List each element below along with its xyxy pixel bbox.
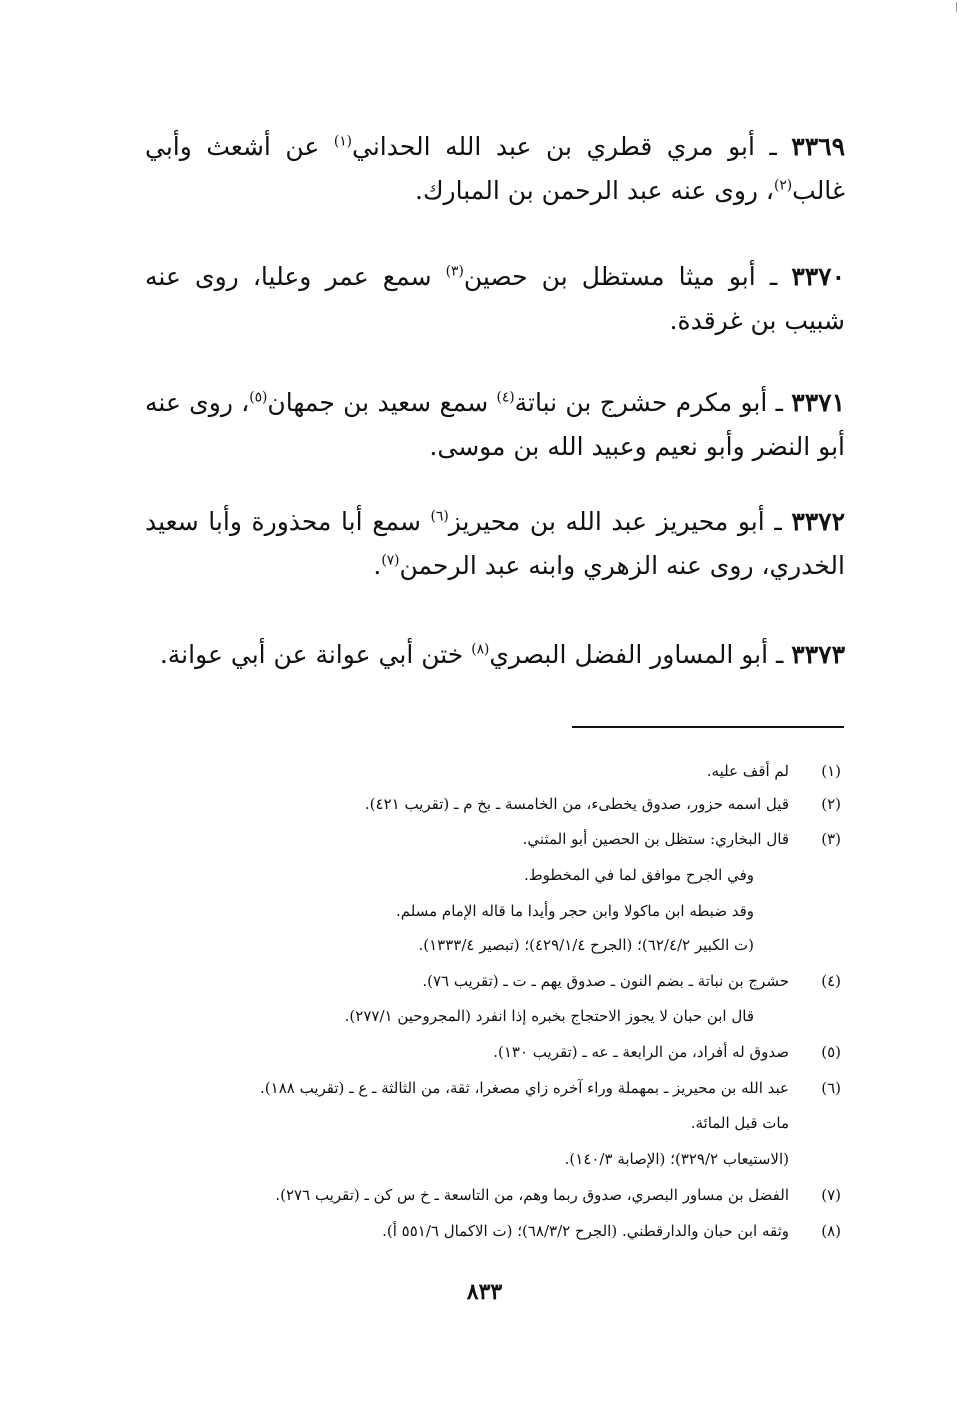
- entry-text: أبو مكرم حشرج بن نباتة$^{(٤)}$ سمع سعيد بن جمهان$^{(٥)}$، روى عنه أبو النضر وأبو نعيم وعبيد الله بن موسى.: [145, 388, 845, 461]
- footnote-marker-1: (١): [821, 762, 841, 780]
- entry-number: ٣٣٧١: [791, 388, 846, 417]
- entry-text: أبو مري قطري بن عبد الله الحداني$^{(١)}$ عن أشعث وأبي غالب$^{(٢)}$، روى عنه عبد الرحمن بن المبارك.: [145, 132, 845, 205]
- footnote-7: الفضل بن مساور البصري، صدوق ربما وهم، من التاسعة ـ خ س كن ـ (تقريب ٢٧٦).: [275, 1186, 789, 1204]
- scan-edge-mark: [956, 2, 961, 12]
- footnote-marker-5: (٥): [821, 1043, 841, 1061]
- footnote-marker-6: (٦): [821, 1079, 841, 1097]
- footnote-6-line-2: مات قبل المائة.: [690, 1114, 789, 1132]
- entry-number: ٣٣٧٣: [791, 640, 845, 669]
- entry-3370: ٣٣٧٠ ـ أبو ميثا مستظل بن حصين$^{(٣)}$ سمع عمر وعليا، روى عنه شبيب بن غرقدة.: [145, 262, 846, 335]
- footnote-marker-4: (٤): [821, 972, 841, 990]
- footnote-1: لم أقف عليه.: [706, 762, 789, 780]
- entry-3372: ٣٣٧٢ ـ أبو محيريز عبد الله بن محيريز$^{(٦)}$ سمع أبا محذورة وأبا سعيد الخدري، روى عنه الزهري وابنه عبد الرحمن$^{(٧)}$.: [145, 507, 846, 580]
- footnote-marker-3: (٣): [821, 830, 841, 848]
- entry-3373: ٣٣٧٣ ـ أبو المساور الفضل البصري$^{(٨)}$ ختن أبي عوانة عن أبي عوانة.: [159, 640, 845, 669]
- footnote-marker-7: (٧): [821, 1186, 841, 1204]
- entry-text: أبو ميثا مستظل بن حصين$^{(٣)}$ سمع عمر وعليا، روى عنه شبيب بن غرقدة.: [145, 262, 845, 335]
- footnote-3-line-1: قال البخاري: ستظل بن الحصين أبو المثني.: [522, 830, 789, 848]
- page-number: ٨٣٣: [466, 1279, 503, 1305]
- footnote-6-line-3: (الاستيعاب ٣٢٩/٢)؛ (الإصابة ١٤٠/٣).: [564, 1150, 789, 1168]
- footnote-8: وثقه ابن حبان والدارقطني. (الجرح ٦٨/٣/٢)؛ (ت الاكمال ٥٥١/٦ أ).: [382, 1222, 789, 1240]
- footnote-4-line-1: حشرج بن نباتة ـ بضم النون ـ صدوق يهم ـ ت ـ (تقريب ٧٦).: [422, 972, 789, 990]
- entry-3369: ٣٣٦٩ ـ أبو مري قطري بن عبد الله الحداني$^{(١)}$ عن أشعث وأبي غالب$^{(٢)}$، روى عنه عبد الرحمن بن المبارك.: [145, 132, 845, 205]
- footnote-3-line-4: (ت الكبير ٦٢/٤/٢)؛ (الجرح ٤٢٩/١/٤)؛ (تبصير ١٣٣٣/٤).: [418, 936, 754, 954]
- entry-text: أبو المساور الفضل البصري$^{(٨)}$ ختن أبي عوانة عن أبي عوانة.: [159, 640, 769, 669]
- footnote-3-line-2: وفي الجرح موافق لما في المخطوط.: [523, 866, 754, 884]
- footnote-2: قيل اسمه حزور، صدوق يخطىء، من الخامسة ـ بخ م ـ (تقريب ٤٢١).: [364, 795, 789, 813]
- entry-text: أبو محيريز عبد الله بن محيريز$^{(٦)}$ سمع أبا محذورة وأبا سعيد الخدري، روى عنه الزهري وابنه عبد الرحمن$^{(٧)}$.: [145, 507, 845, 580]
- entry-number: ٣٣٧٢: [791, 507, 846, 536]
- footnote-separator: [572, 726, 844, 728]
- footnote-5: صدوق له أفراد، من الرابعة ـ عه ـ (تقريب ١٣٠).: [493, 1043, 789, 1061]
- footnote-3-line-3: وقد ضبطه ابن ماكولا وابن حجر وأيدا ما قاله الإمام مسلم.: [396, 902, 754, 920]
- entry-3371: ٣٣٧١ ـ أبو مكرم حشرج بن نباتة$^{(٤)}$ سمع سعيد بن جمهان$^{(٥)}$، روى عنه أبو النضر وأبو نعيم وعبيد الله بن موسى.: [145, 388, 846, 461]
- footnote-marker-8: (٨): [821, 1222, 841, 1240]
- entry-number: ٣٣٧٠: [791, 262, 846, 291]
- entry-number: ٣٣٦٩: [791, 132, 845, 161]
- footnote-4-line-2: قال ابن حبان لا يجوز الاحتجاج بخبره إذا انفرد (المجروحين ٢٧٧/١).: [344, 1007, 754, 1025]
- footnote-marker-2: (٢): [821, 795, 841, 813]
- footnote-6-line-1: عبد الله بن محيريز ـ بمهملة وراء آخره زاي مصغرا، ثقة، من الثالثة ـ ع ـ (تقريب ١٨٨).: [260, 1079, 789, 1097]
